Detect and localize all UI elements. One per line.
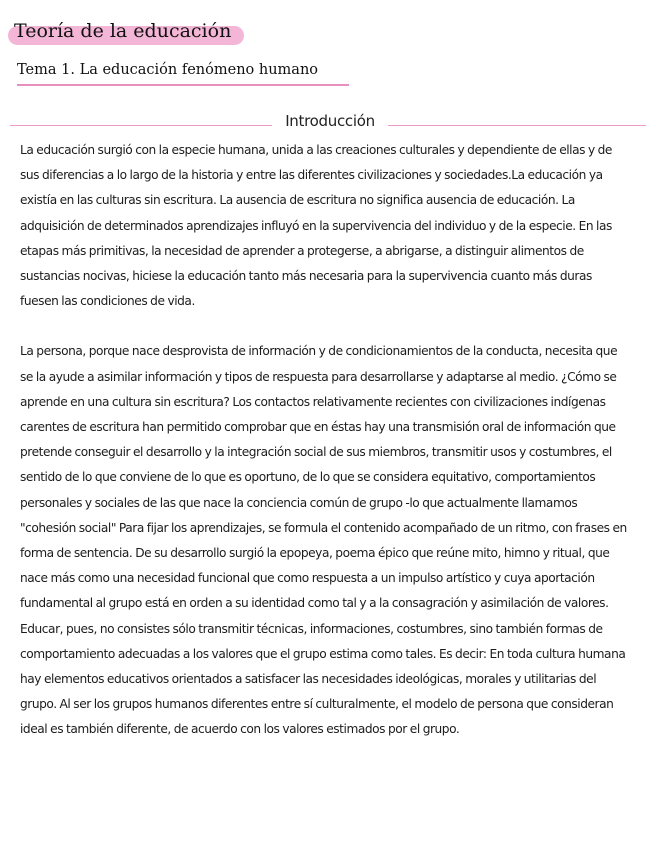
body-text (20, 138, 632, 743)
subtitle-underline (17, 84, 349, 86)
section-header (10, 112, 646, 134)
title-block (8, 18, 231, 44)
section-heading: Introducción (285, 112, 375, 130)
section-rule-left (10, 125, 272, 126)
paragraph-2: La persona, porque nace desprovista de información y de condicionamientos de la conducta, necesita que se la ayude a asimilar información y tipos de respuesta para desarrollarse y adaptarse al medio. ¿Cómo se aprende en una cultura sin escritura? Los contactos relativamente recientes con civilizaciones indígenas carentes de escritura han permitido comprobar que en éstas hay una transmisión oral de información que pretende conseguir el desarrollo y la integración social de sus miembros, transmitir usos y costumbres, el sentido de lo que conviene de lo que es oportuno, de lo que se considera equitativo, comportamientos personales y sociales de las que nace la conciencia común de grupo -lo que actualmente llamamos "cohesión social" Para fijar los aprendizajes, se formula el contenido acompañado de un ritmo, con frases en forma de sentencia. De su desarrollo surgió la epopeya, poema épico que reúne mito, himno y ritual, que nace más como una necesidad funcional que como respuesta a un impulso artístico y cuya aportación fundamental al grupo está en orden a su identidad como tal y a la consagración y asimilación de valores. Educar, pues, no consistes sólo transmitir técnicas, informaciones, costumbres, sino también formas de comportamiento adecuadas a los valores que el grupo estima como tales. Es decir: En toda cultura humana hay elementos educativos orientados a satisfacer las necesidades ideológicas, morales y utilitarias del grupo. Al ser los grupos humanos diferentes entre sí culturalmente, el modelo de persona que consideran ideal es también diferente, de acuerdo con los valores estimados por el grupo. (20, 344, 627, 737)
paragraph-1: La educación surgió con la especie humana, unida a las creaciones culturales y dependiente de ellas y de sus diferencias a lo largo de la historia y entre las diferentes civilizaciones y sociedades.La educación ya existía en las culturas sin escritura. La ausencia de escritura no significa ausencia de educación. La adquisición de determinados aprendizajes influyó en la supervivencia del individuo y de la especie. En las etapas más primitivas, la necesidad de aprender a protegerse, a abrigarse, a distinguir alimentos de sustancias nocivas, hiciese la educación tanto más necesaria para la supervivencia cuanto más duras fuesen las condiciones de vida. (20, 143, 612, 309)
document-title: Teoría de la educación (14, 20, 232, 42)
section-rule-right (388, 125, 646, 126)
topic-subtitle: Tema 1. La educación fenómeno humano (17, 62, 319, 78)
